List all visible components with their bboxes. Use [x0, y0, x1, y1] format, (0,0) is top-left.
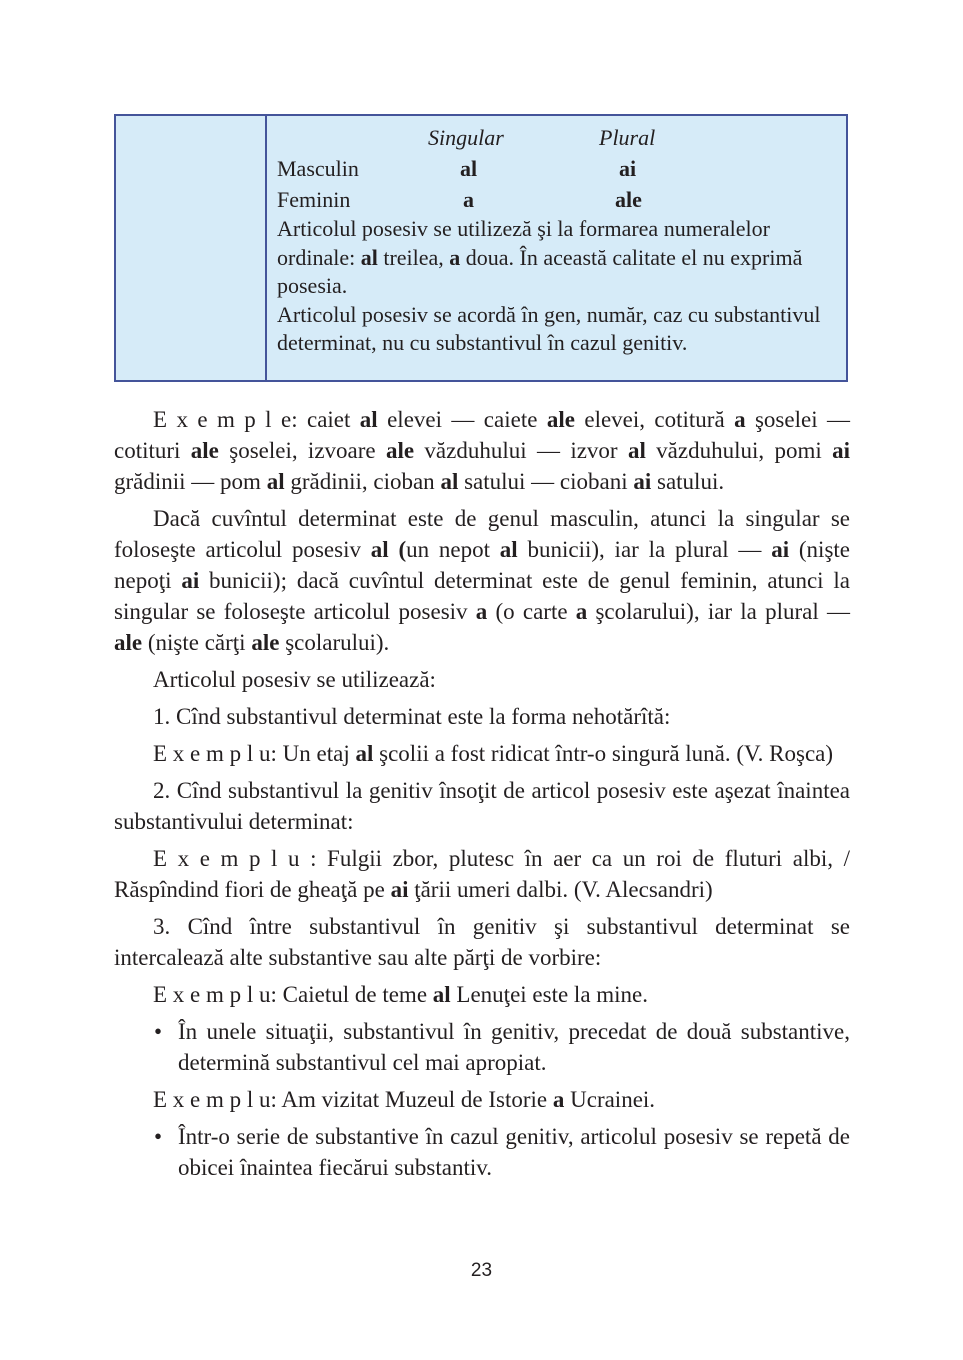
- example-rule-2: E x e m p l u : Fulgii zbor, plutesc în aer ca un roi de fluturi albi, / Răspîndind fiori de gheaţă pe ai ţării umeri dalbi. (V. Alecsandri): [114, 846, 850, 902]
- header-plural: Plural: [599, 125, 656, 150]
- masculin-plural: ai: [619, 156, 637, 181]
- gender-rule-paragraph: Dacă cuvîntul determinat este de genul masculin, atunci la singular se foloseşte articolul posesiv al (un nepot al bunicii), iar la plural — ai (nişte nepoţi ai bunicii); dacă cuvîntul determinat este de genul feminin, atunci la singular se foloseşte articolul posesiv a (o carte a şcolarului), iar la plural — ale (nişte cărţi ale şcolarului).: [114, 506, 850, 655]
- example-rule-1: E x e m p l u: Un etaj al şcolii a fost ridicat într-o singură lună. (V. Roşca): [153, 741, 834, 766]
- body-text: [114, 404, 850, 1189]
- bullet-icon: •: [154, 1019, 163, 1044]
- feminin-plural: ale: [615, 187, 642, 212]
- header-singular: Singular: [428, 125, 504, 150]
- usage-intro: Articolul posesiv se utilizează:: [153, 667, 436, 692]
- table-row-feminin: [277, 184, 837, 215]
- examples-paragraph: E x e m p l e: caiet al elevei — caiete ale elevei, cotitură a şoselei — cotituri ale şoselei, izvoare ale văzduhului — izvor al văzduhului, pomi ai grădinii — pom al grădinii, cioban al satului — ciobani ai satului.: [114, 407, 850, 494]
- bullet-item-1: • În unele situaţii, substantivul în genitiv, precedat de două substantive, determină substantivul cel mai apropiat.: [114, 1016, 850, 1078]
- bullet-icon: •: [154, 1124, 163, 1149]
- table-divider: [265, 116, 267, 380]
- example-bullet-1: E x e m p l u: Am vizitat Muzeul de Istorie a Ucrainei.: [153, 1087, 656, 1112]
- table-note-numerals: Articolul posesiv se utilizeză şi la formarea numeralelor ordinale: al treilea, a doua. În această calitate el nu exprimă posesia.: [277, 216, 803, 298]
- table-row-masculin: [277, 153, 837, 184]
- masculin-label: Masculin: [277, 156, 359, 181]
- usage-rule-3: 3. Cînd între substantivul în genitiv şi substantivul determinat se intercalează alte substantive sau alte părţi de vorbire:: [114, 914, 850, 970]
- usage-rule-2: 2. Cînd substantivul la genitiv însoţit de articol posesiv este aşezat înaintea substantivului determinat:: [114, 778, 850, 834]
- table-content-cell: [277, 122, 837, 358]
- page-number: 23: [470, 1260, 493, 1281]
- bullet-item-2: • Într-o serie de substantive în cazul genitiv, articolul posesiv se repetă de obicei înaintea fiecărui substantiv.: [114, 1121, 850, 1183]
- feminin-label: Feminin: [277, 187, 351, 212]
- table-header-row: [277, 122, 837, 153]
- masculin-singular: al: [460, 156, 478, 181]
- feminin-singular: a: [463, 187, 474, 212]
- example-rule-3: E x e m p l u: Caietul de teme al Lenuţei este la mine.: [153, 982, 649, 1007]
- usage-rule-1: 1. Cînd substantivul determinat este la forma nehotărîtă:: [153, 704, 671, 729]
- table-note-agreement: Articolul posesiv se acordă în gen, număr, caz cu substantivul determinat, nu cu substantivul în cazul genitiv.: [277, 301, 821, 355]
- grammar-table: [114, 114, 848, 382]
